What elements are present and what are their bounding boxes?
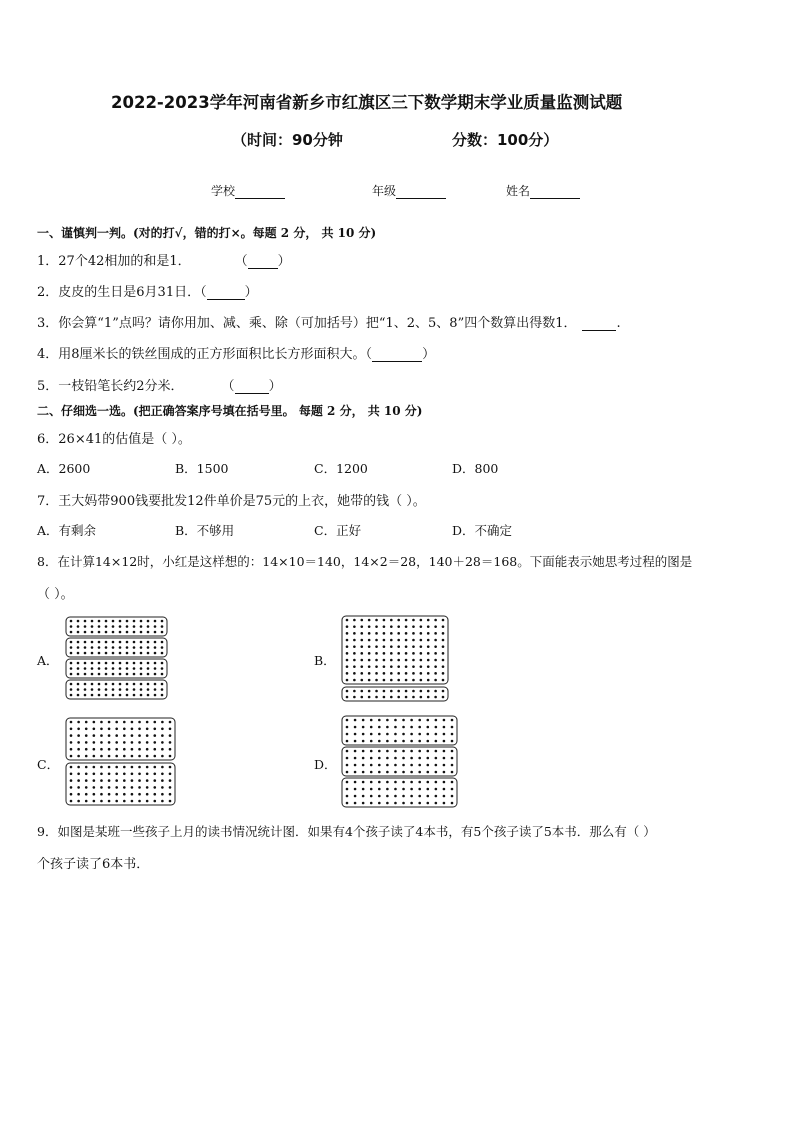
- q5-text: 5．一枝铅笔长约2分米．: [37, 379, 184, 394]
- question-6: 6．26×41的估值是（ ）。: [37, 432, 191, 447]
- q3-text: 3．你会算“1”点吗？请你用加、减、乘、除（可加括号）把“1、2、5、8”四个数算出得数1．: [37, 316, 577, 331]
- q8-label-c[interactable]: C．: [37, 757, 60, 772]
- q8-label-b[interactable]: B．: [314, 653, 336, 668]
- school-label: 学校: [211, 184, 236, 198]
- name-label: 姓名: [506, 184, 531, 198]
- question-9-line1: 9．如图是某班一些孩子上月的读书情况统计图．如果有4个孩子读了4本书，有5个孩子读了5本书．那么有（ ）: [37, 824, 656, 839]
- q4-open: （: [365, 347, 373, 362]
- diagram-b-large: [342, 616, 448, 684]
- question-8-line2: （ ）。: [37, 587, 74, 602]
- question-9-line2: 个孩子读了6本书．: [37, 857, 150, 872]
- diagram-d-middle: [342, 747, 457, 776]
- diagram-a-strip-1: [66, 617, 167, 636]
- q2-open: （: [200, 285, 207, 300]
- q6-option-b[interactable]: B．1500: [175, 461, 229, 476]
- page-title: 2022-2023学年河南省新乡市红旗区三下数学期末学业质量监测试题: [111, 93, 623, 112]
- question-8-line1: 8．在计算14×12时，小红是这样想的：14×10＝140，14×2＝28，140＋28＝168。下面能表示她思考过程的图是: [37, 554, 693, 569]
- q2-text: 2．皮皮的生日是6月31日．: [37, 285, 201, 300]
- q8-label-a[interactable]: A．: [37, 653, 59, 668]
- diagram-a-strip-2: [66, 638, 167, 657]
- q6-option-d[interactable]: D．800: [452, 461, 499, 476]
- diagram-a-strip-4: [66, 680, 167, 699]
- q7-option-d[interactable]: D．不确定: [452, 523, 513, 538]
- q4-text: 4．用8厘米长的铁丝围成的正方形面积比长方形面积大。: [37, 347, 366, 362]
- q6-option-c[interactable]: C．1200: [314, 461, 368, 476]
- section1-heading: 一、谨慎判一判。(对的打√，错的打×。每题 2 分， 共 10 分): [37, 226, 377, 240]
- q3-end: .: [616, 316, 621, 331]
- section2-heading: 二、仔细选一选。(把正确答案序号填在括号里。 每题 2 分， 共 10 分): [37, 404, 423, 418]
- diagram-d-bottom: [342, 778, 457, 807]
- q1-open: （: [234, 254, 248, 269]
- diagram-c-bottom: [66, 763, 175, 805]
- exam-time: （时间：90分钟: [232, 131, 343, 149]
- q7-option-b[interactable]: B．不够用: [175, 523, 235, 538]
- q5-close: ）: [268, 379, 282, 394]
- exam-score: 分数：100分）: [452, 131, 559, 149]
- diagram-b-small: [342, 687, 448, 701]
- q4-close: ）: [422, 347, 436, 362]
- question-7: 7．王大妈带900钱要批发12件单价是75元的上衣，她带的钱（ ）。: [37, 494, 426, 509]
- q1-text: 1．27个42相加的和是1．: [37, 254, 191, 269]
- diagram-a-strip-3: [66, 659, 167, 678]
- diagram-c-top: [66, 718, 175, 760]
- q8-label-d[interactable]: D．: [314, 757, 337, 772]
- diagram-d-top: [342, 716, 457, 745]
- q7-option-c[interactable]: C．正好: [314, 523, 362, 538]
- q6-option-a[interactable]: A．2600: [37, 461, 91, 476]
- q7-option-a[interactable]: A．有剩余: [37, 523, 97, 538]
- q1-close: ）: [277, 254, 291, 269]
- q2-close: ）: [244, 285, 258, 300]
- q5-open: （: [221, 379, 235, 394]
- grade-label: 年级: [372, 184, 397, 198]
